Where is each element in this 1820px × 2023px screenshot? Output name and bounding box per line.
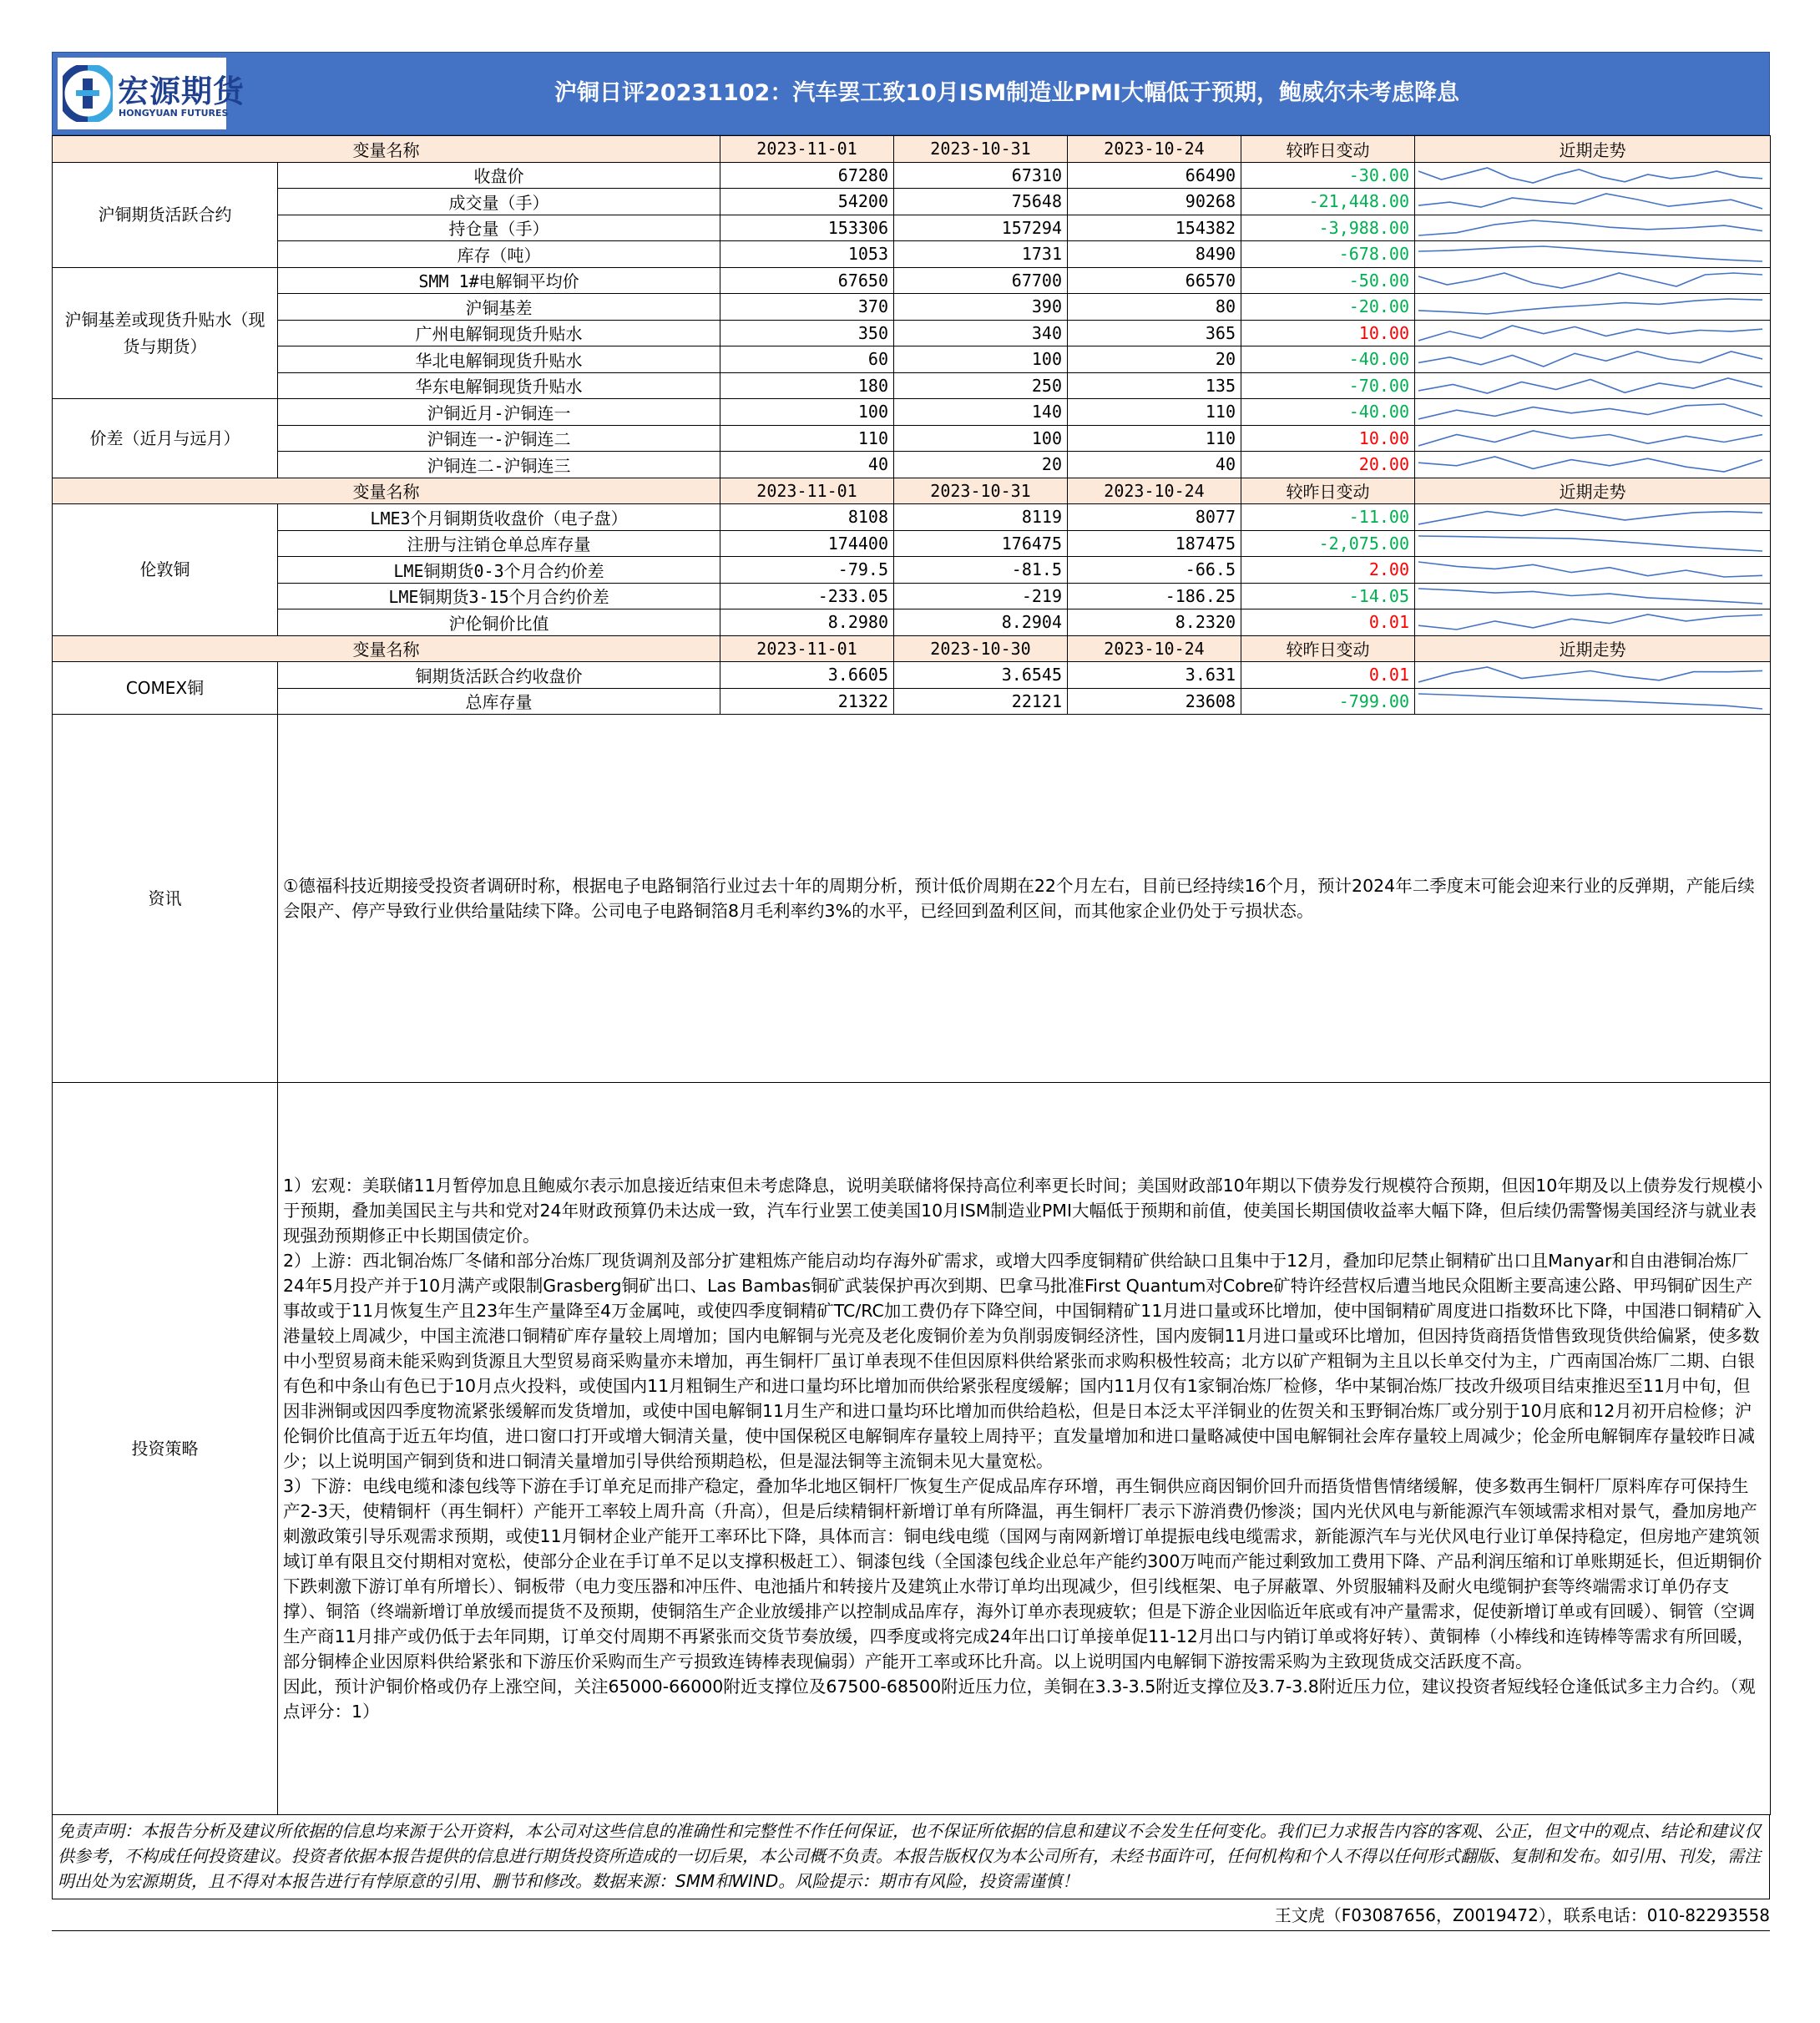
change-value: -21,448.00	[1241, 189, 1415, 215]
sparkline-series	[1418, 378, 1762, 393]
value-d3: 3.631	[1068, 662, 1241, 689]
value-d3: 40	[1068, 452, 1241, 478]
sparkline-cell	[1415, 215, 1771, 241]
analyst-contact: 王文虎（F03087656，Z0019472），联系电话：010-82293558	[52, 1899, 1770, 1931]
sparkline-series	[1418, 351, 1762, 367]
group-label: 价差（近月与远月）	[53, 399, 278, 478]
title-banner	[52, 52, 1770, 135]
sparkline-cell	[1415, 241, 1771, 268]
header-d3: 2023-10-24	[1068, 478, 1241, 504]
data-row	[53, 320, 1771, 346]
value-d1: 110	[720, 425, 894, 452]
change-value: 0.01	[1241, 662, 1415, 689]
sparkline-cell	[1415, 162, 1771, 189]
value-d2: 3.6545	[894, 662, 1068, 689]
value-d2: 8119	[894, 504, 1068, 531]
header-chg: 较昨日变动	[1241, 478, 1415, 504]
sparkline-cell	[1415, 372, 1771, 399]
header-d1: 2023-11-01	[720, 635, 894, 662]
header-row	[53, 635, 1771, 662]
data-row	[53, 346, 1771, 373]
sparkline-chart	[1418, 271, 1762, 291]
strategy-paragraph-conclusion: 因此，预计沪铜价格或仍存上涨空间，关注65000-66000附近支撑位及67500-68500附近压力位，美铜在3.3-3.5附近支撑位及3.7-3.8附近压力位，建议投资者短线轻仓逢低试多主力合约。（观点评分：1）	[283, 1677, 1756, 1722]
data-row	[53, 425, 1771, 452]
change-value: -70.00	[1241, 372, 1415, 399]
data-row	[53, 294, 1771, 321]
variable-name: 沪铜近月-沪铜连一	[278, 399, 720, 426]
header-d2: 2023-10-31	[894, 136, 1068, 163]
data-row	[53, 688, 1771, 715]
value-d3: 110	[1068, 399, 1241, 426]
value-d2: 22121	[894, 688, 1068, 715]
sparkline-cell	[1415, 320, 1771, 346]
sparkline-cell	[1415, 452, 1771, 478]
value-d1: -233.05	[720, 583, 894, 609]
header-d1: 2023-11-01	[720, 136, 894, 163]
value-d1: 174400	[720, 530, 894, 557]
value-d1: 60	[720, 346, 894, 373]
data-row	[53, 583, 1771, 609]
variable-name: 沪铜连二-沪铜连三	[278, 452, 720, 478]
news-row	[53, 715, 1771, 1083]
report-title: 沪铜日评20231102：汽车罢工致10月ISM制造业PMI大幅低于预期，鲍威尔未考虑降息	[554, 80, 1459, 106]
change-value: 10.00	[1241, 320, 1415, 346]
sparkline-cell	[1415, 609, 1771, 636]
header-trend: 近期走势	[1415, 478, 1771, 504]
value-d1: 40	[720, 452, 894, 478]
sparkline-series	[1418, 220, 1762, 235]
change-value: -50.00	[1241, 267, 1415, 294]
value-d2: 140	[894, 399, 1068, 426]
header-variable-name: 变量名称	[53, 635, 720, 662]
value-d2: 157294	[894, 215, 1068, 241]
value-d3: 20	[1068, 346, 1241, 373]
data-row	[53, 189, 1771, 215]
value-d3: -66.5	[1068, 557, 1241, 584]
data-row	[53, 241, 1771, 268]
header-variable-name: 变量名称	[53, 478, 720, 504]
value-d2: -81.5	[894, 557, 1068, 584]
group-label: 沪铜基差或现货升贴水（现货与期货）	[53, 267, 278, 399]
change-value: -11.00	[1241, 504, 1415, 531]
disclaimer: 免责声明：本报告分析及建议所依据的信息均来源于公开资料，本公司对这些信息的准确性和完整性不作任何保证，也不保证所依据的信息和建议不会发生任何变化。我们已力求报告内容的客观、公正，但文中的观点、结论和建议仅供参考，不构成任何投资建议。投资者依据本报告提供的信息进行期货投资所造成的一切后果，本公司概不负责。本报告版权仅为本公司所有，未经书面许可，任何机构和个人不得以任何形式翻版、复制和发布。如引用、刊发，需注明出处为宏源期货，且不得对本报告进行有悖原意的引用、删节和修改。数据来源：SMM和WIND。风险提示：期市有风险，投资需谨慎！	[52, 1815, 1770, 1899]
value-d3: 8077	[1068, 504, 1241, 531]
variable-name: SMM 1#电解铜平均价	[278, 267, 720, 294]
sparkline-series	[1418, 614, 1762, 630]
sparkline-chart	[1418, 559, 1762, 579]
value-d3: 66570	[1068, 267, 1241, 294]
sparkline-chart	[1418, 244, 1762, 264]
value-d2: -219	[894, 583, 1068, 609]
header-trend: 近期走势	[1415, 635, 1771, 662]
sparkline-chart	[1418, 534, 1762, 554]
value-d3: 66490	[1068, 162, 1241, 189]
change-value: -14.05	[1241, 583, 1415, 609]
sparkline-series	[1418, 457, 1762, 472]
variable-name: 注册与注销仓单总库存量	[278, 530, 720, 557]
sparkline-chart	[1418, 323, 1762, 343]
value-d3: 187475	[1068, 530, 1241, 557]
data-row	[53, 530, 1771, 557]
value-d3: 90268	[1068, 189, 1241, 215]
change-value: -2,075.00	[1241, 530, 1415, 557]
sparkline-series	[1418, 694, 1762, 709]
value-d2: 100	[894, 425, 1068, 452]
variable-name: 持仓量（手）	[278, 215, 720, 241]
header-variable-name: 变量名称	[53, 136, 720, 163]
variable-name: LME3个月铜期货收盘价（电子盘）	[278, 504, 720, 531]
variable-name: 沪伦铜价比值	[278, 609, 720, 636]
header-trend: 近期走势	[1415, 136, 1771, 163]
strategy-paragraph-downstream: 3）下游：电线电缆和漆包线等下游在手订单充足而排产稳定，叠加华北地区铜杆厂恢复生产促成品库存环增，再生铜供应商因铜价回升而捂货惜售情绪缓解，使多数再生铜杆厂原料库存可保持生产2-3天，使精铜杆（再生铜杆）产能开工率较上周升高（升高），但是后续精铜杆新增订单有所降温，再生铜杆厂表示下游消费仍惨淡；国内光伏风电与新能源汽车领域需求相对景气，叠加房地产刺激政策引导乐观需求预期，或使11月铜材企业产能开工率环比下降，具体而言：铜电线电缆（国网与南网新增订单提振电线电缆需求，新能源汽车与光伏风电行业订单保持稳定，但房地产建筑领域订单有限且交付期相对宽松，使部分企业在手订单不足以支撑积极赶工）、铜漆包线（全国漆包线企业总年产能约300万吨而产能过剩致加工费用下降、产品利润压缩和订单账期延长，但近期铜价下跌刺激下游订单有所增长）、铜板带（电力变压器和冲压件、电池插片和转接片及建筑止水带订单均出现减少，但引线框架、电子屏蔽罩、外贸服辅料及耐火电缆铜护套等终端需求订单仍存支撑）、铜箔（终端新增订单放缓而提货不及预期，使铜箔生产企业放缓排产以控制成品库存，海外订单亦表现疲软；但是下游企业因临近年底或有冲产量需求，促使新增订单或有回暖）、铜管（空调生产商11月排产或仍低于去年同期，订单交付周期不再紧张而交货节奏放缓，四季度或将完成24年出口订单接单促11-12月出口与内销订单或将好转）、黄铜棒（小棒线和连铸棒等需求有所回暖，部分铜棒企业因原料供给紧张和下游压价采购而生产亏损致连铸棒表现偏弱）产能开工率或环比升高。以上说明国内电解铜下游按需采购为主致现货成交活跃度不高。	[283, 1476, 1762, 1672]
sparkline-cell	[1415, 189, 1771, 215]
sparkline-series	[1418, 667, 1762, 682]
data-row	[53, 215, 1771, 241]
data-row	[53, 267, 1771, 294]
value-d1: 350	[720, 320, 894, 346]
value-d1: 54200	[720, 189, 894, 215]
sparkline-series	[1418, 326, 1762, 341]
value-d1: 100	[720, 399, 894, 426]
sparkline-chart	[1418, 349, 1762, 369]
sparkline-chart	[1418, 691, 1762, 711]
change-value: -30.00	[1241, 162, 1415, 189]
variable-name: 总库存量	[278, 688, 720, 715]
sparkline-cell	[1415, 294, 1771, 321]
change-value: -3,988.00	[1241, 215, 1415, 241]
value-d1: -79.5	[720, 557, 894, 584]
news-text: ①德福科技近期接受投资者调研时称，根据电子电路铜箔行业过去十年的周期分析，预计低价周期在22个月左右，目前已经持续16个月，预计2024年二季度末可能会迎来行业的反弹期，产能后续会限产、停产导致行业供给量陆续下降。公司电子电路铜箔8月毛利率约3%的水平，已经回到盈利区间，而其他家企业仍处于亏损状态。	[278, 715, 1771, 1083]
group-label: 伦敦铜	[53, 504, 278, 636]
report-sheet	[52, 52, 1770, 1931]
header-d3: 2023-10-24	[1068, 136, 1241, 163]
value-d2: 67700	[894, 267, 1068, 294]
value-d2: 75648	[894, 189, 1068, 215]
variable-name: 华东电解铜现货升贴水	[278, 372, 720, 399]
value-d3: 8490	[1068, 241, 1241, 268]
variable-name: 沪铜基差	[278, 294, 720, 321]
sparkline-chart	[1418, 218, 1762, 238]
value-d3: 365	[1068, 320, 1241, 346]
value-d1: 67650	[720, 267, 894, 294]
data-row	[53, 662, 1771, 689]
sparkline-cell	[1415, 346, 1771, 373]
value-d2: 20	[894, 452, 1068, 478]
sparkline-cell	[1415, 688, 1771, 715]
logo-text-en: HONGYUAN FUTURES	[119, 108, 229, 119]
sparkline-chart	[1418, 454, 1762, 474]
sparkline-chart	[1418, 191, 1762, 211]
strategy-text	[278, 1083, 1771, 1815]
sparkline-cell	[1415, 504, 1771, 531]
value-d3: 110	[1068, 425, 1241, 452]
sparkline-cell	[1415, 399, 1771, 426]
header-d1: 2023-11-01	[720, 478, 894, 504]
value-d1: 370	[720, 294, 894, 321]
variable-name: 广州电解铜现货升贴水	[278, 320, 720, 346]
change-value: 0.01	[1241, 609, 1415, 636]
variable-name: 华北电解铜现货升贴水	[278, 346, 720, 373]
sparkline-series	[1418, 168, 1762, 183]
value-d2: 8.2904	[894, 609, 1068, 636]
sparkline-chart	[1418, 612, 1762, 632]
data-row	[53, 372, 1771, 399]
company-logo	[58, 58, 245, 129]
change-value: 10.00	[1241, 425, 1415, 452]
value-d1: 67280	[720, 162, 894, 189]
header-row	[53, 478, 1771, 504]
variable-name: 收盘价	[278, 162, 720, 189]
sparkline-chart	[1418, 586, 1762, 606]
sparkline-series	[1418, 509, 1762, 524]
logo-text-cn: 宏源期货	[118, 73, 245, 109]
value-d1: 8.2980	[720, 609, 894, 636]
value-d1: 8108	[720, 504, 894, 531]
header-d2: 2023-10-31	[894, 478, 1068, 504]
variable-name: 沪铜连一-沪铜连二	[278, 425, 720, 452]
header-d3: 2023-10-24	[1068, 635, 1241, 662]
value-d2: 250	[894, 372, 1068, 399]
strategy-label: 投资策略	[53, 1083, 278, 1815]
data-row	[53, 557, 1771, 584]
sparkline-cell	[1415, 583, 1771, 609]
variable-name: 铜期货活跃合约收盘价	[278, 662, 720, 689]
data-row	[53, 162, 1771, 189]
value-d3: -186.25	[1068, 583, 1241, 609]
header-chg: 较昨日变动	[1241, 635, 1415, 662]
header-chg: 较昨日变动	[1241, 136, 1415, 163]
value-d3: 23608	[1068, 688, 1241, 715]
value-d2: 390	[894, 294, 1068, 321]
value-d2: 176475	[894, 530, 1068, 557]
sparkline-series	[1418, 273, 1762, 288]
value-d1: 3.6605	[720, 662, 894, 689]
change-value: 20.00	[1241, 452, 1415, 478]
strategy-paragraph-macro: 1）宏观：美联储11月暂停加息且鲍威尔表示加息接近结束但未考虑降息，说明美联储将保持高位利率更长时间；美国财政部10年期以下债券发行规模符合预期，但因10年期及以上债券发行规模小于预期，叠加美国民主与共和党对24年财政预算仍未达成一致，汽车行业罢工使美国10月ISM制造业PMI大幅低于预期和前值，使美国长期国债收益率大幅下降，但后续仍需警惕美国经济与就业表现强劲预期修正中长期国债定价。	[283, 1176, 1763, 1246]
change-value: -799.00	[1241, 688, 1415, 715]
value-d1: 153306	[720, 215, 894, 241]
data-table	[52, 135, 1771, 1815]
value-d1: 1053	[720, 241, 894, 268]
value-d3: 154382	[1068, 215, 1241, 241]
sparkline-cell	[1415, 267, 1771, 294]
header-row	[53, 136, 1771, 163]
news-label: 资讯	[53, 715, 278, 1083]
sparkline-series	[1418, 589, 1762, 604]
variable-name: 成交量（手）	[278, 189, 720, 215]
sparkline-series	[1418, 536, 1762, 551]
sparkline-cell	[1415, 557, 1771, 584]
group-label: COMEX铜	[53, 662, 278, 715]
data-row	[53, 452, 1771, 478]
sparkline-series	[1418, 299, 1762, 314]
data-row	[53, 609, 1771, 636]
group-label: 沪铜期货活跃合约	[53, 162, 278, 267]
variable-name: LME铜期货3-15个月合约价差	[278, 583, 720, 609]
strategy-row	[53, 1083, 1771, 1815]
change-value: -40.00	[1241, 399, 1415, 426]
data-row	[53, 399, 1771, 426]
value-d1: 180	[720, 372, 894, 399]
sparkline-series	[1418, 562, 1762, 577]
value-d1: 21322	[720, 688, 894, 715]
sparkline-chart	[1418, 296, 1762, 316]
hongyuan-logo-icon	[63, 65, 113, 122]
data-row	[53, 504, 1771, 531]
sparkline-chart	[1418, 376, 1762, 396]
sparkline-series	[1418, 404, 1762, 419]
variable-name: 库存（吨）	[278, 241, 720, 268]
strategy-paragraph-upstream: 2）上游：西北铜冶炼厂冬储和部分冶炼厂现货调剂及部分扩建粗炼产能启动均存海外矿需求，或增大四季度铜精矿供给缺口且集中于12月，叠加印尼禁止铜精矿出口且Manyar和自由港铜冶炼厂24年5月投产并于10月满产或限制Grasberg铜矿出口、Las Bambas铜矿武装保护再次到期、巴拿马批准First Quantum对Cobre矿特许经营权后遭当地民众阻断主要高速公路、甲玛铜矿因生产事故或于11月恢复生产且23年生产量降至4万金属吨，或使四季度铜精矿TC/RC加工费仍存下降空间，中国铜精矿11月进口量或环比增加，使中国铜精矿周度进口指数环比下降，中国港口铜精矿入港量较上周减少，中国主流港口铜精矿库存量较上周增加；国内电解铜与光亮及老化废铜价差为负削弱废铜经济性，国内废铜11月进口量或环比增加，但因持货商捂货惜售致现货供给偏紧，使多数中小型贸易商未能采购到货源且大型贸易商采购量亦未增加，再生铜杆厂虽订单表现不佳但因原料供给紧张而求购积极性较高；北方以矿产粗铜为主且以长单交付为主，广西南国冶炼厂二期、白银有色和中条山有色已于10月点火投料，或使国内11月粗铜生产和进口量均环比增加而供给紧张程度缓解；国内11月仅有1家铜冶炼厂检修，华中某铜冶炼厂技改升级项目结束推迟至11月中旬，但因非洲铜或因四季度物流紧张缓解而发货增加，或使中国电解铜11月生产和进口量均环比增加而供给趋松，但是日本泛太平洋铜业的佐贺关和玉野铜冶炼厂或分别于10月底和12月初开启检修；沪伦铜价比值高于近五年均值，进口窗口打开或增大铜清关量，使中国保税区电解铜库存量较上周持平；直发量增加和进口量略减使中国电解铜社会库存量较上周减少；伦金所电解铜库存量较昨日减少；以上说明国产铜到货和进口铜清关量增加引导供给预期趋松，但是湿法铜等主流铜未见大量宽松。	[283, 1251, 1762, 1471]
value-d2: 100	[894, 346, 1068, 373]
change-value: 2.00	[1241, 557, 1415, 584]
sparkline-series	[1418, 431, 1762, 446]
change-value: -20.00	[1241, 294, 1415, 321]
header-d2: 2023-10-30	[894, 635, 1068, 662]
value-d2: 340	[894, 320, 1068, 346]
sparkline-chart	[1418, 665, 1762, 685]
value-d3: 80	[1068, 294, 1241, 321]
variable-name: LME铜期货0-3个月合约价差	[278, 557, 720, 584]
value-d2: 67310	[894, 162, 1068, 189]
sparkline-cell	[1415, 530, 1771, 557]
sparkline-series	[1418, 246, 1762, 261]
sparkline-chart	[1418, 507, 1762, 527]
value-d3: 8.2320	[1068, 609, 1241, 636]
sparkline-series	[1418, 194, 1762, 209]
value-d2: 1731	[894, 241, 1068, 268]
change-value: -678.00	[1241, 241, 1415, 268]
sparkline-chart	[1418, 428, 1762, 448]
sparkline-cell	[1415, 662, 1771, 689]
sparkline-cell	[1415, 425, 1771, 452]
value-d3: 135	[1068, 372, 1241, 399]
change-value: -40.00	[1241, 346, 1415, 373]
sparkline-chart	[1418, 165, 1762, 185]
sparkline-chart	[1418, 402, 1762, 422]
